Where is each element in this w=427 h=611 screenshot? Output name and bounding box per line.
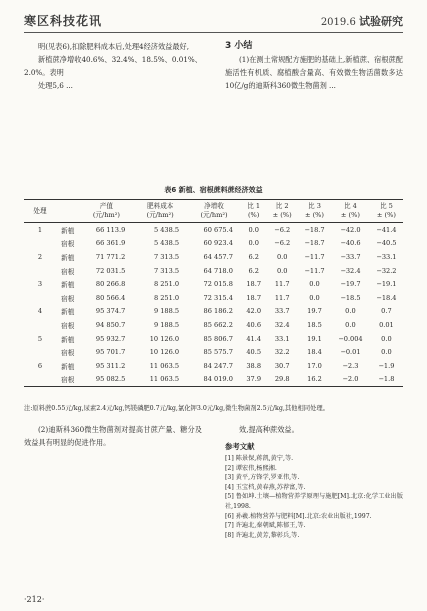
table-row	[24, 237, 403, 251]
table-cell-type: 宿根	[61, 321, 75, 330]
table-cell-trt: 4	[37, 307, 43, 316]
body-paragraph: 处理5,6 ...	[38, 81, 73, 90]
reference-item: [5] 鲁如坤.土壤—植物营养学原理与施肥[M].北京:化学工业出版社,1998.	[225, 493, 403, 510]
table-cell-c5: −18.4	[376, 293, 397, 302]
table-cell-c2: 29.8	[266, 373, 297, 387]
header-divider	[24, 32, 403, 33]
table-cell-c3: 0.0	[309, 280, 320, 289]
header-vs-1: 比 1 (%)	[241, 200, 267, 223]
header-treatment: 处理	[24, 200, 56, 223]
table-cell-yield: 66 113.9	[95, 225, 126, 234]
table-cell-yield: 94 850.7	[95, 320, 126, 329]
table-cell-c4: 0.0	[345, 307, 356, 316]
table-cell-c4: −42.0	[340, 225, 361, 234]
table-row	[24, 277, 403, 291]
table-cell-trt	[24, 345, 56, 359]
table-row	[24, 291, 403, 305]
header-vs-4: 比 4 ± (%)	[331, 200, 370, 223]
body-paragraph: 明(见表6),扣除肥料成本后,处理4经济效益最好,	[38, 42, 189, 51]
reference-item: [2] 谭宏伟,杨熙湘.	[225, 464, 277, 472]
table-row	[24, 359, 403, 373]
table-cell-fert: 8 251.0	[153, 293, 180, 302]
table-cell-yield: 95 701.7	[95, 348, 126, 357]
table-cell-c4: −19.7	[340, 280, 361, 289]
reference-item: [6] 孙羲.植物营养与肥料[M].北京:农业出版社,1997.	[225, 512, 372, 520]
table-cell-yield: 72 031.5	[95, 266, 126, 275]
table-cell-c3: 16.2	[298, 373, 331, 387]
table-cell-c4: −40.6	[340, 239, 361, 248]
table-cell-trt: 5	[37, 334, 43, 343]
table-cell-net: 72 315.4	[203, 293, 233, 302]
table-cell-type: 宿根	[61, 349, 75, 358]
table-cell-fert: 5 438.5	[153, 225, 180, 234]
left-column-top	[24, 40, 202, 92]
table-cell-c3: −18.7	[304, 239, 325, 248]
journal-logo: 寒区科技花讯	[24, 14, 103, 28]
table-cell-c1: 42.0	[246, 307, 262, 316]
table-cell-c5: −40.5	[376, 239, 397, 248]
table-cell-fert: 8 251.0	[153, 280, 180, 289]
table-cell-c1: 41.4	[246, 334, 262, 343]
header-net-income: 净增收 (元/hm²)	[187, 200, 241, 223]
table-cell-net: 86 186.2	[203, 307, 233, 316]
table-cell-fert: 7 313.5	[153, 252, 180, 261]
table-cell-c3: −18.7	[304, 225, 325, 234]
table-cell-c5: −32.2	[376, 266, 397, 275]
table-cell-c2: 11.7	[274, 293, 290, 302]
table-cell-c1: 18.7	[246, 293, 262, 302]
body-paragraph: (2)迪斯科360微生物菌剂对提高甘蔗产量、糖分及效益具有明显的促进作用。	[24, 425, 202, 447]
page-header	[0, 0, 427, 36]
table-cell-c5: −33.1	[376, 252, 397, 261]
body-paragraph: 新植蔗净增收40.6%、32.4%、18.5%、0.01%、2.0%。表明	[24, 55, 202, 77]
table-cell-c4: −2.3	[342, 361, 359, 370]
table-footnote: 注:原料蔗0.55元/kg,尿素2.4元/kg,钙镁磷肥0.7元/kg,氯化钾3.0元/kg,微生物菌剂2.5元/kg,其他相同处理。	[24, 405, 329, 412]
table-cell-c3: 19.1	[307, 334, 322, 343]
table-cell-type: 新植	[61, 281, 75, 290]
table-cell-c2: 32.4	[274, 320, 290, 329]
reference-item: [8] 许遍北,黄芳,黎彰兵,等.	[225, 531, 300, 539]
table-cell-c1: 6.2	[248, 266, 259, 275]
table-cell-c3: 0.0	[309, 293, 320, 302]
table-cell-c5: −1.9	[378, 361, 395, 370]
table-cell-c4: −32.4	[340, 266, 361, 275]
table-cell-trt	[24, 318, 56, 332]
reference-item: [4] 玉宝档,黄春燕,苏荐富,等.	[225, 483, 306, 491]
table-cell-c5: −1.8	[370, 373, 403, 387]
table-cell-trt	[24, 237, 56, 251]
header-fert-cost: 肥料成本 (元/hm²)	[133, 200, 187, 223]
table-cell-c4: −18.5	[340, 293, 361, 302]
table-cell-c2: 30.7	[274, 361, 290, 370]
table-caption: 表6 新植、宿根蔗料蔗经济效益	[164, 186, 263, 194]
table-cell-c1: 0.0	[248, 239, 259, 248]
table-cell-fert: 11 063.5	[133, 373, 187, 387]
table-cell-c2: 33.1	[274, 334, 290, 343]
table-cell-c4: −0.01	[340, 348, 361, 357]
table-cell-type: 新植	[61, 253, 75, 262]
table-cell-type: 宿根	[56, 373, 79, 387]
table-cell-c3: −11.7	[304, 252, 325, 261]
table-cell-net: 64 718.0	[203, 266, 233, 275]
table-cell-fert: 5 438.5	[153, 239, 180, 248]
table-row	[24, 318, 403, 332]
table-cell-yield: 95 932.7	[95, 334, 126, 343]
table-cell-c4: −2.0	[331, 373, 370, 387]
table-cell-fert: 9 188.5	[153, 320, 180, 329]
table-row	[24, 264, 403, 278]
table-cell-net: 84 019.0	[187, 373, 241, 387]
table-cell-c2: 11.7	[274, 280, 290, 289]
table-cell-net: 60 923.4	[203, 239, 233, 248]
table-cell-fert: 7 313.5	[153, 266, 180, 275]
table-cell-yield: 80 266.8	[95, 280, 126, 289]
table-cell-c4: −0.004	[338, 334, 363, 343]
table-cell-type: 宿根	[61, 240, 75, 249]
table-cell-c3: −11.7	[304, 266, 325, 275]
table-cell-c5: 0.7	[381, 307, 392, 316]
table-cell-yield: 71 771.2	[95, 252, 126, 261]
table-cell-trt: 2	[37, 252, 43, 261]
table-cell-trt	[24, 264, 56, 278]
table-cell-type: 新植	[61, 335, 75, 344]
table-cell-fert: 10 126.0	[149, 348, 180, 357]
header-vs-5: 比 5 ± (%)	[370, 200, 403, 223]
table-cell-trt: 1	[37, 225, 43, 234]
references-title: 参考文献	[225, 442, 255, 451]
table-cell-c1: 40.5	[246, 348, 262, 357]
issue-info	[321, 13, 403, 29]
data-table	[24, 199, 403, 387]
table-cell-c5: −19.1	[376, 280, 397, 289]
table-cell-fert: 9 188.5	[153, 307, 180, 316]
table-cell-c1: 0.0	[248, 225, 259, 234]
table-cell-trt	[24, 373, 56, 387]
table-row	[24, 223, 403, 237]
table-row	[24, 373, 403, 387]
table-cell-c3: 19.7	[307, 307, 322, 316]
table-cell-fert: 10 126.0	[149, 334, 180, 343]
issue-number: 2019.6	[320, 17, 356, 28]
table-cell-c1: 18.7	[246, 280, 262, 289]
table-cell-net: 60 675.4	[203, 225, 233, 234]
table-row	[24, 305, 403, 319]
table-cell-type: 新植	[61, 362, 75, 371]
header-vs-3: 比 3 ± (%)	[298, 200, 331, 223]
table-cell-c5: 0.0	[381, 348, 392, 357]
table-cell-c2: −6.2	[274, 239, 291, 248]
table-row	[24, 250, 403, 264]
references-list	[225, 454, 403, 540]
table-cell-yield: 80 566.4	[95, 293, 126, 302]
table-cell-yield: 95 374.7	[95, 307, 126, 316]
table-cell-type: 新植	[61, 226, 75, 235]
table-cell-c4: 0.0	[345, 320, 356, 329]
page-number: ·212·	[24, 595, 45, 604]
header-yield: 产值 (元/hm²)	[79, 200, 133, 223]
table-cell-yield: 66 361.9	[95, 239, 126, 248]
table-cell-c2: −6.2	[274, 225, 291, 234]
reference-item: [7] 许遍北,秦朝斌,陈郁王,等.	[225, 522, 306, 530]
table-cell-trt: 6	[37, 361, 43, 370]
table-cell-net: 64 457.7	[203, 252, 233, 261]
table-cell-c1: 6.2	[248, 252, 259, 261]
header-type	[56, 200, 79, 223]
reference-item: [3] 黄平,方锋学,罗亚伟,等.	[225, 474, 300, 482]
table-cell-c3: 18.5	[307, 320, 322, 329]
table-cell-c4: −33.7	[340, 252, 361, 261]
section-title: 3 小结	[225, 41, 253, 51]
table-cell-net: 85 662.2	[203, 320, 233, 329]
table-cell-type: 宿根	[61, 267, 75, 276]
right-column-bottom	[225, 423, 403, 540]
table-cell-type: 新植	[61, 308, 75, 317]
table-cell-trt	[24, 291, 56, 305]
left-column-bottom	[24, 423, 202, 449]
table-cell-c1: 40.6	[246, 320, 262, 329]
body-paragraph: 效,提高种蔗效益。	[239, 425, 299, 434]
table-cell-c2: 0.0	[276, 266, 288, 275]
table-cell-c1: 38.8	[246, 361, 262, 370]
table-row	[24, 345, 403, 359]
table-cell-net: 85 806.7	[203, 334, 233, 343]
table-cell-trt: 3	[37, 280, 43, 289]
table-cell-net: 85 575.7	[203, 348, 233, 357]
body-paragraph: (1)在测土常规配方施肥的基础上,新植蔗、宿根蔗配施活性有机质、腐植酸含量高、有效微生物活菌数多达10亿/g的迪斯科360微生物菌剂 ...	[225, 55, 403, 90]
table-cell-c2: 0.0	[276, 252, 288, 261]
table-cell-c5: −41.4	[376, 225, 397, 234]
table-cell-net: 72 015.8	[203, 280, 233, 289]
table-cell-net: 84 247.7	[203, 361, 233, 370]
right-column-top	[225, 40, 403, 92]
table-cell-c5: 0.0	[381, 334, 392, 343]
table-cell-c2: 32.2	[274, 348, 290, 357]
table-cell-c1: 37.9	[241, 373, 267, 387]
reference-item: [1] 陈景保,蒋凯,黄宁,等.	[225, 455, 294, 462]
table-cell-c5: 0.01	[379, 320, 394, 329]
table-cell-yield: 95 311.2	[95, 361, 126, 370]
header-vs-2: 比 2 ± (%)	[266, 200, 297, 223]
table-cell-fert: 11 063.5	[149, 361, 180, 370]
table-cell-yield: 95 082.5	[79, 373, 133, 387]
column-name: 试验研究	[359, 15, 403, 28]
table-cell-type: 宿根	[61, 294, 75, 303]
table-cell-c3: 18.4	[307, 348, 322, 357]
economic-benefit-table	[24, 185, 403, 387]
table-row	[24, 332, 403, 346]
table-cell-c2: 33.7	[274, 307, 290, 316]
table-cell-c3: 17.0	[307, 361, 322, 370]
